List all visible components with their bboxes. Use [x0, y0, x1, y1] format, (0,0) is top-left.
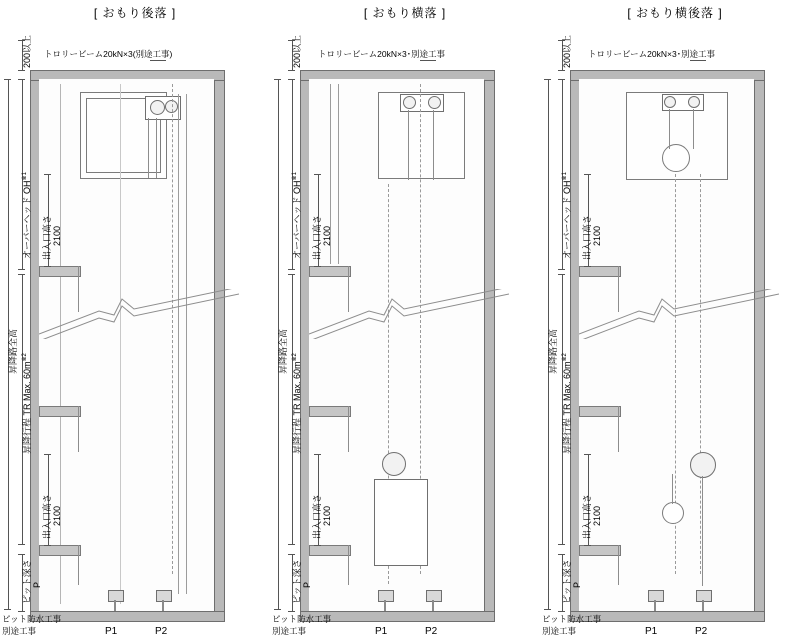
car-guide-rail	[120, 84, 121, 604]
dim-tick	[584, 545, 591, 546]
dim-tick	[44, 266, 51, 267]
label-shaft-total-height: 昇降路全高	[548, 328, 558, 374]
landing-sill-middle	[39, 406, 81, 417]
sheave-icon	[664, 96, 676, 108]
label-travel: 昇降行程 TR Max. $60m^{※2}$	[562, 353, 572, 454]
counterweight-guide-rail	[186, 94, 187, 594]
buffer-p1	[648, 590, 664, 602]
dim-tick	[18, 269, 25, 270]
value-pit-depth: P	[572, 581, 582, 588]
landing-sill-middle	[579, 406, 621, 417]
rope-line	[669, 109, 670, 149]
label-door-height-lower: 出入口高さ	[582, 493, 592, 539]
footnote-separate-work: 別途工事	[272, 626, 307, 636]
label-overhead: オーバーヘッド OH$^{※1}$	[22, 172, 32, 259]
dim-tick	[584, 174, 591, 175]
landing-sill-lower	[39, 545, 81, 556]
buffer-p1	[108, 590, 124, 602]
value-door-height-lower: 2100	[52, 505, 62, 526]
counterweight-sheave	[382, 452, 406, 476]
dim-tick	[314, 454, 321, 455]
label-travel: 昇降行程 TR Max. $60m^{※2}$	[22, 353, 32, 454]
dim-tick	[558, 70, 565, 71]
sheave-icon	[403, 96, 416, 109]
dim-tick	[314, 174, 321, 175]
dim-tick	[4, 79, 11, 80]
panel-title: [ おもり後落 ]	[93, 6, 177, 20]
diagram-panel-1	[0, 0, 270, 637]
tension-sheave	[662, 502, 684, 524]
dim-tick	[18, 554, 25, 555]
panel-title: [ おもり横後落 ]	[627, 6, 723, 20]
buffer-p2-stem	[702, 600, 704, 611]
break-line	[309, 289, 509, 339]
label-overhead: オーバーヘッド OH$^{※1}$	[562, 172, 572, 259]
door-jamb	[348, 406, 349, 452]
elevation-drawing	[540, 34, 810, 637]
label-shaft-total-height: 昇降路全高	[278, 328, 288, 374]
dim-tick	[558, 79, 565, 80]
counterweight-sheave	[690, 452, 716, 478]
dim-tick	[314, 545, 321, 546]
shaft-wall-right	[754, 70, 765, 622]
dim-tick	[274, 609, 281, 610]
trolley-beam-note: トロリービーム20kN×3(別途工事)	[44, 49, 173, 59]
buffer-p2	[696, 590, 712, 602]
dim-tick	[544, 609, 551, 610]
rope-line	[408, 110, 409, 180]
door-jamb	[618, 406, 619, 452]
label-shaft-total-height: 昇降路全高	[8, 328, 18, 374]
dim-tick	[288, 269, 295, 270]
dim-tick	[558, 544, 565, 545]
label-top-clearance: 200以上	[292, 34, 302, 68]
elevation-drawing	[0, 34, 270, 637]
rope-line	[433, 110, 434, 180]
footnote-waterproof: ピット防水工事	[272, 614, 332, 624]
label-pit-depth: ピット深さ	[292, 559, 302, 604]
value-door-height-upper: 2100	[52, 225, 62, 246]
dim-tick	[558, 269, 565, 270]
label-door-height-upper: 出入口高さ	[42, 214, 52, 260]
landing-sill-upper	[309, 266, 351, 277]
dim-tick	[4, 609, 11, 610]
landing-sill-middle	[309, 406, 351, 417]
pit-mark-p2: P2	[155, 626, 168, 637]
pit-mark-p2: P2	[695, 626, 708, 637]
dim-tick	[18, 79, 25, 80]
trolley-beam-note: トロリービーム20kN×3･別途工事	[588, 49, 715, 59]
dim-tick	[558, 611, 565, 612]
dim-tick	[44, 174, 51, 175]
door-jamb	[348, 545, 349, 585]
label-door-height-lower: 出入口高さ	[42, 493, 52, 539]
shaft-wall-right	[214, 70, 225, 622]
rope-line	[672, 474, 673, 504]
deflector-sheave-icon	[688, 96, 700, 108]
landing-sill-upper	[579, 266, 621, 277]
label-door-height-upper: 出入口高さ	[312, 214, 322, 260]
label-pit-depth: ピット深さ	[562, 559, 572, 604]
value-pit-depth: P	[302, 581, 312, 588]
buffer-p1	[378, 590, 394, 602]
deflector-sheave-icon	[428, 96, 441, 109]
dim-tick	[288, 544, 295, 545]
dim-tick	[288, 274, 295, 275]
dim-tick	[288, 554, 295, 555]
label-door-height-lower: 出入口高さ	[312, 493, 322, 539]
dim-tick	[18, 274, 25, 275]
value-door-height-upper: 2100	[322, 225, 332, 246]
dim-tick	[44, 545, 51, 546]
label-travel: 昇降行程 TR Max. $60m^{※2}$	[292, 353, 302, 454]
dim-tick	[544, 79, 551, 80]
footnote-waterproof: ピット防水工事	[542, 614, 602, 624]
buffer-p1-stem	[114, 600, 116, 611]
footnote-separate-work: 別途工事	[542, 626, 577, 636]
elevation-drawing	[270, 34, 540, 637]
counterweight-center-line	[700, 174, 701, 574]
buffer-p2	[156, 590, 172, 602]
pit-mark-p2: P2	[425, 626, 438, 637]
dim-tick	[558, 274, 565, 275]
car-guide-rail	[60, 84, 61, 604]
beam-leader	[150, 60, 166, 61]
dim-tick	[288, 70, 295, 71]
dim-tick	[274, 79, 281, 80]
rope-line	[693, 109, 694, 149]
beam-leader	[420, 60, 436, 61]
break-line	[579, 289, 779, 339]
value-door-height-lower: 2100	[322, 505, 332, 526]
footnote-waterproof: ピット防水工事	[2, 614, 62, 624]
label-pit-depth: ピット深さ	[22, 559, 32, 604]
door-jamb	[78, 406, 79, 452]
shaft-wall-right	[484, 70, 495, 622]
buffer-p2	[426, 590, 442, 602]
value-pit-depth: P	[32, 581, 42, 588]
label-top-clearance: 200以上	[562, 34, 572, 68]
value-door-height-upper: 2100	[592, 225, 602, 246]
panel-title: [ おもり横落 ]	[363, 6, 447, 20]
counterweight-guide-rail	[178, 94, 179, 594]
footnote-separate-work: 別途工事	[2, 626, 37, 636]
counterweight-guide-rail	[338, 84, 339, 264]
door-jamb	[78, 545, 79, 585]
governor-sheave	[662, 144, 690, 172]
label-door-height-upper: 出入口高さ	[582, 214, 592, 260]
counterweight-rope	[702, 476, 703, 586]
landing-sill-lower	[309, 545, 351, 556]
rope-line	[156, 118, 157, 178]
pit-mark-p1: P1	[375, 626, 388, 637]
dim-tick	[288, 611, 295, 612]
dim-tick	[44, 454, 51, 455]
landing-sill-lower	[579, 545, 621, 556]
value-door-height-lower: 2100	[592, 505, 602, 526]
dim-tick	[18, 611, 25, 612]
dim-tick	[584, 454, 591, 455]
landing-sill-upper	[39, 266, 81, 277]
buffer-p2-stem	[432, 600, 434, 611]
sheave-icon	[150, 100, 165, 115]
door-jamb	[618, 545, 619, 585]
dim-tick	[558, 554, 565, 555]
label-overhead: オーバーヘッド OH$^{※1}$	[292, 172, 302, 259]
pit-mark-p1: P1	[105, 626, 118, 637]
beam-leader	[690, 60, 706, 61]
dim-tick	[314, 266, 321, 267]
pit-mark-p1: P1	[645, 626, 658, 637]
trolley-beam-note: トロリービーム20kN×3･別途工事	[318, 49, 445, 59]
buffer-p1-stem	[384, 600, 386, 611]
break-line	[39, 289, 239, 339]
dim-tick	[18, 544, 25, 545]
buffer-p2-stem	[162, 600, 164, 611]
buffer-p1-stem	[654, 600, 656, 611]
diagram-panel-3	[540, 0, 810, 637]
counterweight-block	[374, 479, 428, 566]
diagram-panel-2	[270, 0, 540, 637]
label-top-clearance: 200以上	[22, 34, 32, 68]
dim-tick	[584, 266, 591, 267]
dim-tick	[18, 70, 25, 71]
dim-tick	[288, 79, 295, 80]
rope-line	[148, 118, 149, 178]
